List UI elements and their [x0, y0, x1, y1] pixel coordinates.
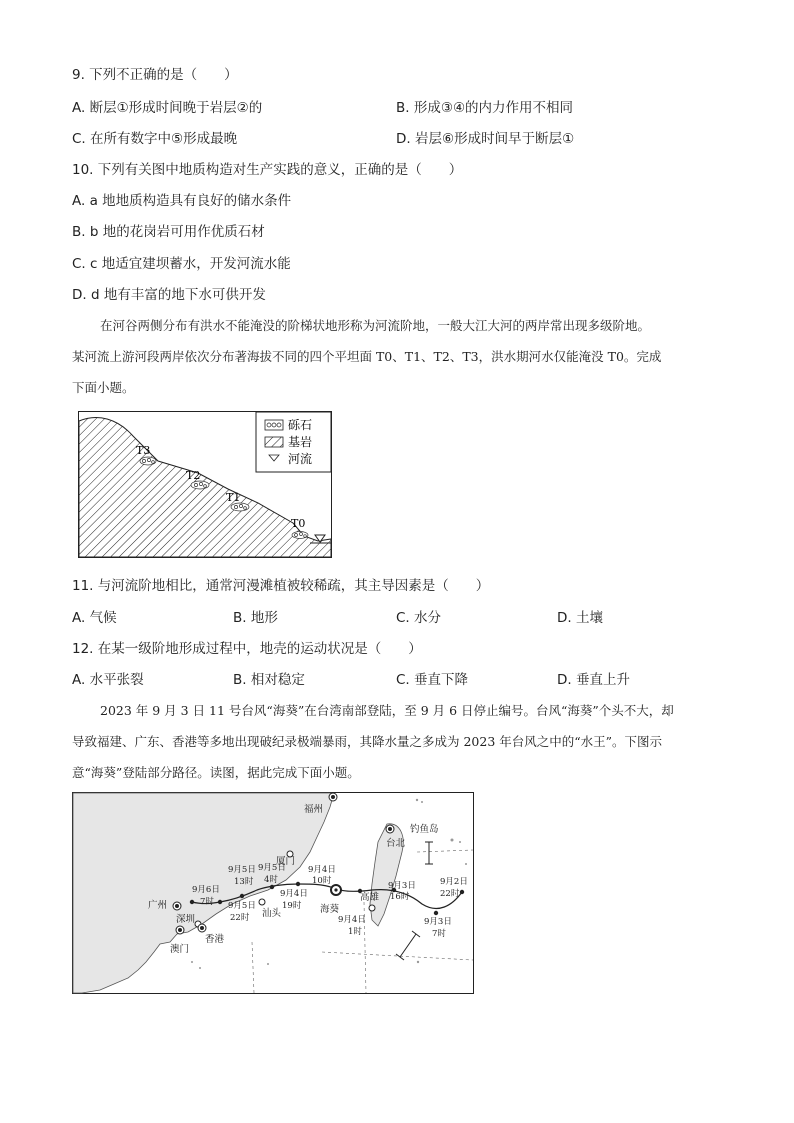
q12-option-c: C. 垂直下降: [396, 672, 469, 688]
legend-river-label: 河流: [288, 452, 313, 466]
passage1-line-2: 某河流上游河段两岸依次分布著海拔不同的四个平坦面 T0、T1、T2、T3，洪水期河水仅能淹没 T0。完成: [72, 349, 662, 364]
time-label-0905c-hour: 22时: [230, 913, 250, 923]
legend-gravel-swatch: [265, 420, 283, 430]
place-diaoyu: 钓鱼岛: [410, 824, 439, 835]
time-label-0904a-date: 9月4日: [338, 915, 366, 925]
q9-stem: 9. 下列不正确的是（ ）: [72, 67, 238, 83]
q9-option-c: C. 在所有数字中⑤形成最晚: [72, 131, 238, 147]
terrace-label-t2: T2: [186, 469, 201, 482]
time-label-0905a-hour: 4时: [264, 875, 278, 885]
q12-stem: 12. 在某一级阶地形成过程中，地壳的运动状况是（ ）: [72, 641, 422, 657]
time-label-0903a-date: 9月3日: [424, 917, 452, 927]
q11-stem: 11. 与河流阶地相比，通常河漫滩植被较稀疏，其主导因素是（ ）: [72, 578, 490, 594]
q11-option-b: B. 地形: [233, 610, 278, 626]
time-label-0903b-date: 9月3日: [388, 881, 416, 891]
passage2-line-2: 导致福建、广东、香港等多地出现破纪录极端暴雨，其降水量之多成为 2023 年台风之中的“水王”。下图示: [72, 734, 663, 749]
place-guangzhou: 广州: [148, 900, 168, 911]
typhoon-track-map: [72, 792, 474, 994]
passage2-line-3: 意“海葵”登陆部分路径。读图，据此完成下面小题。: [72, 765, 360, 780]
legend-bedrock-swatch: [265, 437, 283, 447]
time-label-0904c-hour: 19时: [282, 901, 302, 911]
typhoon-landfall-symbol: [331, 885, 341, 895]
q10-option-a: A. a 地地质构造具有良好的储水条件: [72, 193, 292, 209]
time-label-0904b-hour: 10时: [312, 876, 332, 886]
terrace-label-t1: T1: [226, 491, 241, 504]
q9-option-b: B. 形成③④的内力作用不相同: [396, 100, 574, 116]
time-label-0904a-hour: 1时: [348, 927, 362, 937]
q12-option-a: A. 水平张裂: [72, 672, 144, 688]
passage-terraces: [72, 310, 712, 403]
time-label-0903a-hour: 7时: [432, 929, 446, 939]
time-label-0903b-hour: 16时: [390, 892, 410, 902]
place-shenzhen: 深圳: [176, 914, 196, 925]
place-taipei: 台北: [386, 838, 406, 849]
place-kaohsiung: 高雄: [360, 892, 380, 903]
q11-option-c: C. 水分: [396, 610, 442, 626]
place-macau: 澳门: [170, 944, 190, 955]
place-xiamen: 厦门: [276, 856, 296, 867]
q11-option-d: D. 土壤: [557, 610, 603, 626]
river-terrace-figure: [78, 411, 332, 558]
q12-option-b: B. 相对稳定: [233, 672, 305, 688]
legend-bedrock-label: 基岩: [288, 435, 313, 449]
passage1-line-3: 下面小题。: [72, 380, 135, 395]
place-fuzhou: 福州: [304, 804, 324, 815]
q9-option-d: D. 岩层⑥形成时间早于断层①: [396, 131, 575, 147]
time-label-0905c-date: 9月5日: [228, 901, 256, 911]
terrace-label-t3: T3: [136, 444, 151, 457]
time-label-0905b-date: 9月5日: [228, 865, 256, 875]
legend-gravel-label: 砾石: [288, 418, 313, 432]
time-label-0905a-date: 9月5日: [258, 863, 286, 873]
q11-option-a: A. 气候: [72, 610, 117, 626]
q10-option-b: B. b 地的花岗岩可用作优质石材: [72, 224, 265, 240]
time-label-0906-date: 9月6日: [192, 885, 220, 895]
place-shantou: 汕头: [262, 908, 282, 919]
time-label-0905b-hour: 13时: [234, 877, 254, 887]
q12-option-d: D. 垂直上升: [557, 672, 630, 688]
q10-option-c: C. c 地适宜建坝蓄水，开发河流水能: [72, 256, 291, 272]
time-label-0902-hour: 22时: [440, 889, 460, 899]
terrace-legend: [256, 412, 331, 472]
passage-typhoon: [72, 695, 712, 788]
time-label-0902-date: 9月2日: [440, 877, 468, 887]
terrace-label-t0: T0: [291, 517, 306, 530]
place-hongkong: 香港: [205, 934, 225, 945]
q10-option-d: D. d 地有丰富的地下水可供开发: [72, 287, 266, 303]
passage1-line-1: 在河谷两侧分布有洪水不能淹没的阶梯状地形称为河流阶地，一般大江大河的两岸常出现多级阶地。: [100, 318, 651, 333]
passage2-line-1: 2023 年 9 月 3 日 11 号台风“海葵”在台湾南部登陆，至 9 月 6 日停止编号。台风“海葵”个头不大，却: [100, 703, 674, 718]
time-label-0904b-date: 9月4日: [308, 865, 336, 875]
time-label-0904c-date: 9月4日: [280, 889, 308, 899]
time-label-0906-hour: 7时: [200, 897, 214, 907]
place-haikui: 海葵: [320, 904, 340, 915]
q10-stem: 10. 下列有关图中地质构造对生产实践的意义，正确的是（ ）: [72, 162, 463, 178]
q9-option-a: A. 断层①形成时间晚于岩层②的: [72, 100, 263, 116]
